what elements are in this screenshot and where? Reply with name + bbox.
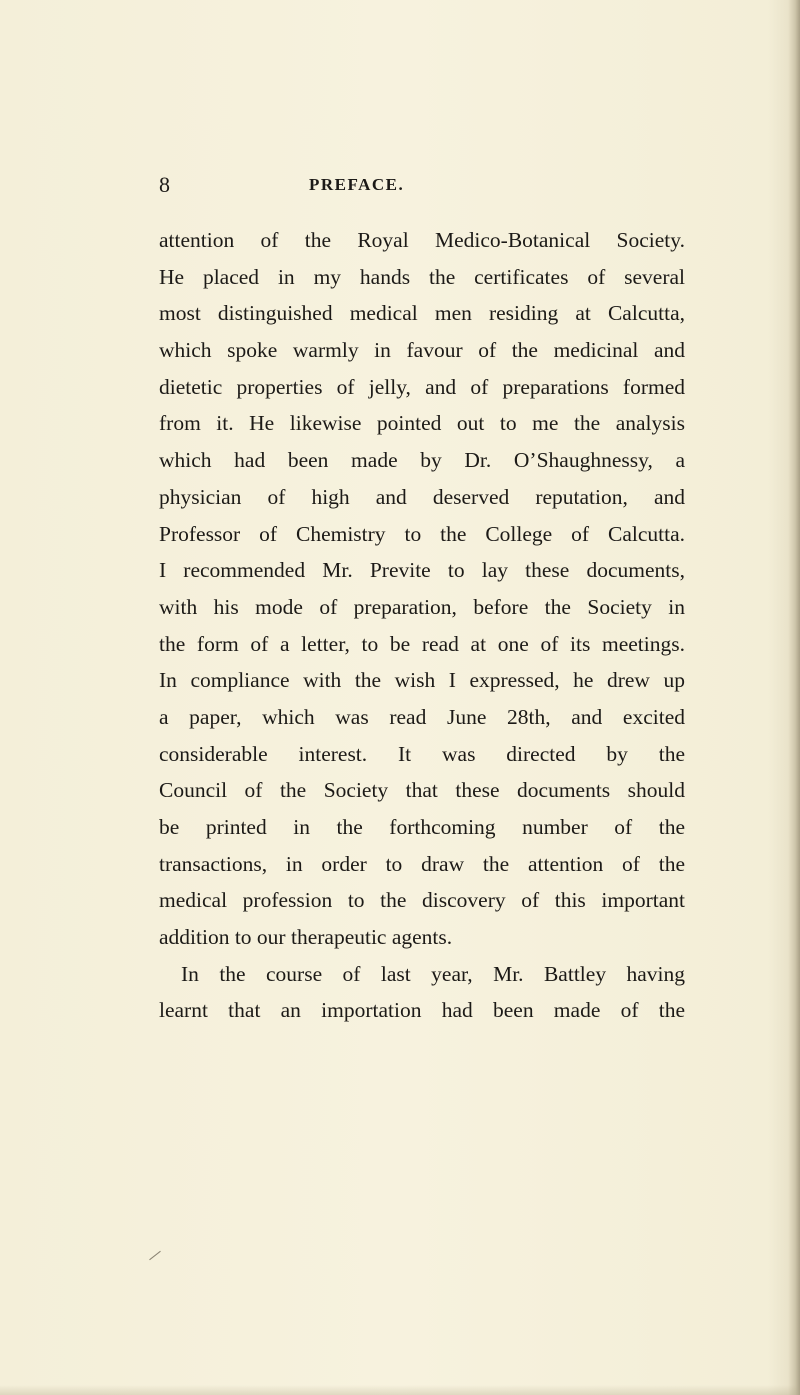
text-line: which had been made by Dr. O’Shaughnessy, a: [159, 448, 685, 473]
page-bottom-shadow: [0, 1385, 800, 1395]
text-line: most distinguished medical men residing at Calcutta,: [159, 301, 685, 326]
running-head: PREFACE.: [309, 175, 405, 194]
text-line: a paper, which was read June 28th, and excited: [159, 704, 685, 729]
text-line: Council of the Society that these documents should: [159, 778, 685, 803]
text-line: learnt that an importation had been made of the: [159, 998, 685, 1023]
text-line: from it. He likewise pointed out to me the analysis: [159, 411, 685, 436]
text-line: considerable interest. It was directed by the: [159, 741, 685, 766]
text-line: which spoke warmly in favour of the medicinal and: [159, 338, 685, 363]
text-line: physician of high and deserved reputation, and: [159, 484, 685, 509]
text-line: He placed in my hands the certificates of several: [159, 264, 685, 289]
page-header: [159, 170, 689, 200]
text-line: the form of a letter, to be read at one of its meetings.: [159, 631, 685, 656]
text-line: I recommended Mr. Previte to lay these documents,: [159, 558, 685, 583]
body-text: [159, 222, 685, 1029]
text-line: be printed in the forthcoming number of the: [159, 815, 685, 839]
text-line: attention of the Royal Medico-Botanical Society.: [159, 228, 685, 252]
text-line: medical profession to the discovery of this important: [159, 888, 685, 913]
text-line-paragraph-start: In the course of last year, Mr. Battley having: [181, 961, 685, 986]
text-line: transactions, in order to draw the attention of the: [159, 851, 685, 876]
text-line: with his mode of preparation, before the Society in: [159, 594, 685, 619]
text-line-paragraph-end: addition to our therapeutic agents.: [159, 925, 453, 950]
text-line: Professor of Chemistry to the College of Calcutta.: [159, 521, 685, 546]
text-line: dietetic properties of jelly, and of preparations formed: [159, 374, 685, 399]
page-edge-shadow: [788, 0, 800, 1395]
stray-pencil-mark: [149, 1251, 161, 1260]
text-line: In compliance with the wish I expressed, he drew up: [159, 668, 685, 693]
page-number: 8: [159, 172, 170, 197]
